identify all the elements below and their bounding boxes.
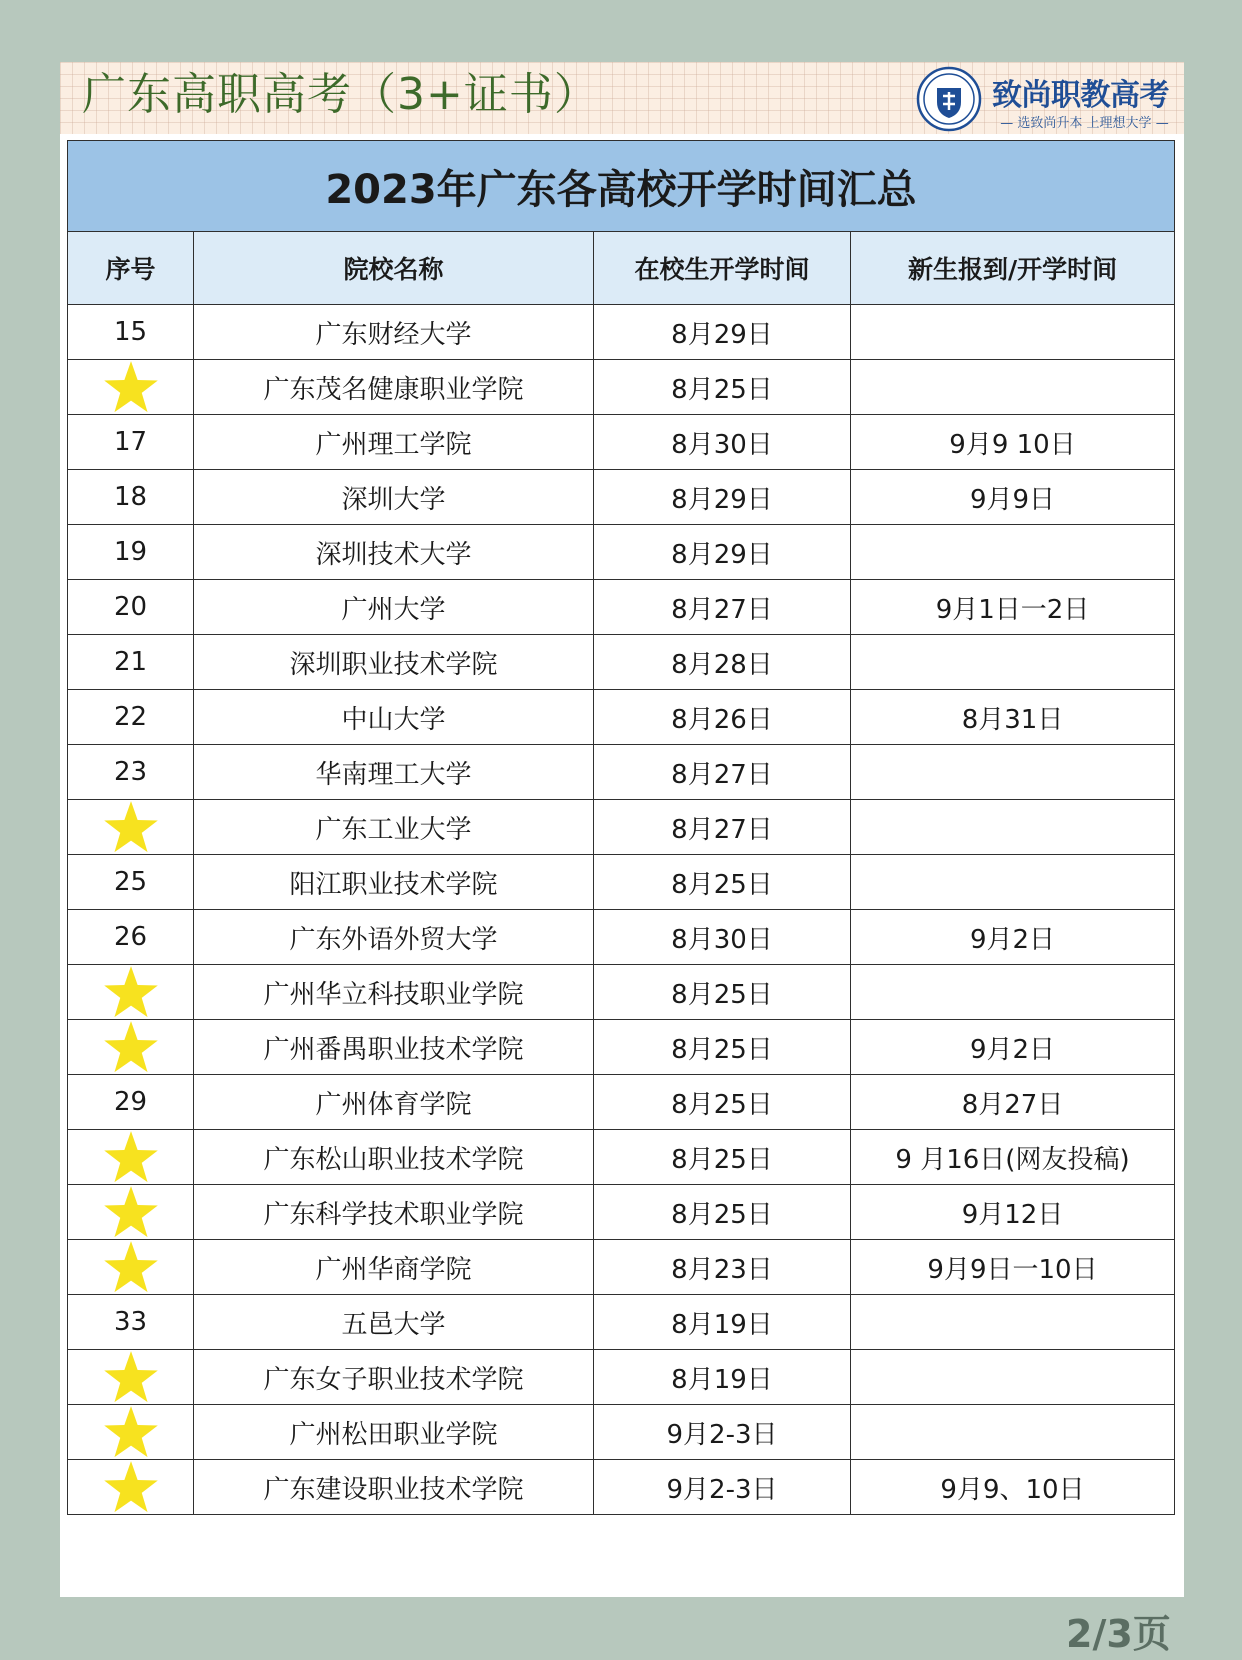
cell-school-name: 广东科学技术职业学院 bbox=[194, 1185, 594, 1240]
table-title: 2023年广东各高校开学时间汇总 bbox=[68, 141, 1175, 232]
brand-logo-icon bbox=[916, 66, 982, 132]
page-number: 2/3页 bbox=[1066, 1612, 1171, 1656]
table-row bbox=[68, 1405, 1175, 1460]
cell-current-start: 9月2-3日 bbox=[594, 1405, 851, 1460]
cell-freshman-start bbox=[851, 855, 1175, 910]
schedule-table bbox=[67, 140, 1175, 1515]
cell-number: 33 bbox=[68, 1295, 194, 1350]
cell-current-start: 8月29日 bbox=[594, 525, 851, 580]
cell-number bbox=[68, 1130, 194, 1185]
cell-current-start: 8月25日 bbox=[594, 1185, 851, 1240]
table-row bbox=[68, 855, 1175, 910]
cell-current-start: 8月25日 bbox=[594, 855, 851, 910]
document-card bbox=[60, 62, 1184, 1597]
cell-current-start: 8月29日 bbox=[594, 305, 851, 360]
cell-number: 29 bbox=[68, 1075, 194, 1130]
cell-school-name: 广东茂名健康职业学院 bbox=[194, 360, 594, 415]
column-header-school: 院校名称 bbox=[194, 232, 594, 305]
cell-freshman-start bbox=[851, 635, 1175, 690]
cell-school-name: 广州番禺职业技术学院 bbox=[194, 1020, 594, 1075]
cell-freshman-start: 9月9、10日 bbox=[851, 1460, 1175, 1515]
table-row bbox=[68, 1460, 1175, 1515]
cell-school-name: 广东女子职业技术学院 bbox=[194, 1350, 594, 1405]
cell-number: 26 bbox=[68, 910, 194, 965]
cell-freshman-start: 8月27日 bbox=[851, 1075, 1175, 1130]
cell-freshman-start: 9 月16日(网友投稿) bbox=[851, 1130, 1175, 1185]
cell-school-name: 广东外语外贸大学 bbox=[194, 910, 594, 965]
table-row bbox=[68, 800, 1175, 855]
cell-freshman-start bbox=[851, 1405, 1175, 1460]
cell-school-name: 广东松山职业技术学院 bbox=[194, 1130, 594, 1185]
cell-number: 21 bbox=[68, 635, 194, 690]
cell-school-name: 广东财经大学 bbox=[194, 305, 594, 360]
star-icon bbox=[100, 1130, 162, 1184]
table-row bbox=[68, 305, 1175, 360]
cell-number bbox=[68, 1020, 194, 1075]
cell-number: 20 bbox=[68, 580, 194, 635]
cell-current-start: 9月2-3日 bbox=[594, 1460, 851, 1515]
star-icon bbox=[100, 1185, 162, 1239]
cell-current-start: 8月30日 bbox=[594, 415, 851, 470]
brand-slogan: — 选致尚升本 上理想大学 — bbox=[1000, 116, 1169, 131]
cell-current-start: 8月25日 bbox=[594, 1130, 851, 1185]
cell-number: 22 bbox=[68, 690, 194, 745]
star-icon bbox=[100, 965, 162, 1019]
table-row bbox=[68, 1020, 1175, 1075]
cell-current-start: 8月19日 bbox=[594, 1350, 851, 1405]
cell-freshman-start: 9月9日一10日 bbox=[851, 1240, 1175, 1295]
table-row bbox=[68, 1185, 1175, 1240]
cell-freshman-start bbox=[851, 1295, 1175, 1350]
table-row bbox=[68, 1350, 1175, 1405]
column-header-number: 序号 bbox=[68, 232, 194, 305]
cell-number bbox=[68, 1350, 194, 1405]
page-title: 广东高职高考（3+证书） bbox=[82, 69, 599, 120]
cell-number bbox=[68, 1460, 194, 1515]
column-header-row bbox=[68, 232, 1175, 305]
cell-freshman-start: 9月1日一2日 bbox=[851, 580, 1175, 635]
cell-number: 18 bbox=[68, 470, 194, 525]
table-row bbox=[68, 1075, 1175, 1130]
cell-school-name: 五邑大学 bbox=[194, 1295, 594, 1350]
cell-school-name: 广东建设职业技术学院 bbox=[194, 1460, 594, 1515]
star-icon bbox=[100, 360, 162, 414]
table-title-row bbox=[68, 141, 1175, 232]
cell-freshman-start bbox=[851, 745, 1175, 800]
table-row bbox=[68, 415, 1175, 470]
cell-freshman-start bbox=[851, 800, 1175, 855]
table-row bbox=[68, 1240, 1175, 1295]
cell-number: 23 bbox=[68, 745, 194, 800]
star-icon bbox=[100, 1460, 162, 1514]
cell-current-start: 8月28日 bbox=[594, 635, 851, 690]
cell-freshman-start: 9月9 10日 bbox=[851, 415, 1175, 470]
cell-current-start: 8月19日 bbox=[594, 1295, 851, 1350]
cell-school-name: 华南理工大学 bbox=[194, 745, 594, 800]
cell-number: 15 bbox=[68, 305, 194, 360]
header-bar bbox=[60, 62, 1184, 134]
cell-freshman-start: 9月12日 bbox=[851, 1185, 1175, 1240]
cell-freshman-start bbox=[851, 360, 1175, 415]
cell-number bbox=[68, 360, 194, 415]
star-icon bbox=[100, 1350, 162, 1404]
table-row bbox=[68, 745, 1175, 800]
cell-number: 25 bbox=[68, 855, 194, 910]
cell-number: 19 bbox=[68, 525, 194, 580]
cell-number bbox=[68, 800, 194, 855]
table-row bbox=[68, 580, 1175, 635]
star-icon bbox=[100, 1240, 162, 1294]
table-body bbox=[68, 305, 1175, 1515]
table-row bbox=[68, 690, 1175, 745]
cell-freshman-start bbox=[851, 965, 1175, 1020]
table-row bbox=[68, 1130, 1175, 1185]
cell-current-start: 8月25日 bbox=[594, 1075, 851, 1130]
cell-number bbox=[68, 1405, 194, 1460]
table-row bbox=[68, 910, 1175, 965]
cell-number bbox=[68, 1240, 194, 1295]
column-header-freshman-start: 新生报到/开学时间 bbox=[851, 232, 1175, 305]
cell-current-start: 8月27日 bbox=[594, 800, 851, 855]
cell-current-start: 8月27日 bbox=[594, 580, 851, 635]
cell-school-name: 广州松田职业学院 bbox=[194, 1405, 594, 1460]
cell-freshman-start: 9月9日 bbox=[851, 470, 1175, 525]
table-row bbox=[68, 470, 1175, 525]
cell-freshman-start bbox=[851, 525, 1175, 580]
cell-school-name: 深圳技术大学 bbox=[194, 525, 594, 580]
cell-freshman-start: 8月31日 bbox=[851, 690, 1175, 745]
cell-school-name: 广州大学 bbox=[194, 580, 594, 635]
table-row bbox=[68, 965, 1175, 1020]
cell-current-start: 8月25日 bbox=[594, 965, 851, 1020]
cell-freshman-start bbox=[851, 305, 1175, 360]
table-row bbox=[68, 635, 1175, 690]
star-icon bbox=[100, 800, 162, 854]
cell-number bbox=[68, 965, 194, 1020]
cell-freshman-start bbox=[851, 1350, 1175, 1405]
cell-school-name: 广州华商学院 bbox=[194, 1240, 594, 1295]
star-icon bbox=[100, 1405, 162, 1459]
cell-current-start: 8月29日 bbox=[594, 470, 851, 525]
cell-school-name: 广州理工学院 bbox=[194, 415, 594, 470]
cell-current-start: 8月23日 bbox=[594, 1240, 851, 1295]
cell-school-name: 阳江职业技术学院 bbox=[194, 855, 594, 910]
table-row bbox=[68, 525, 1175, 580]
cell-current-start: 8月26日 bbox=[594, 690, 851, 745]
brand-name: 致尚职教高考 bbox=[992, 78, 1169, 113]
cell-school-name: 广州华立科技职业学院 bbox=[194, 965, 594, 1020]
cell-school-name: 广州体育学院 bbox=[194, 1075, 594, 1130]
cell-school-name: 中山大学 bbox=[194, 690, 594, 745]
cell-current-start: 8月27日 bbox=[594, 745, 851, 800]
table-row bbox=[68, 1295, 1175, 1350]
cell-school-name: 深圳大学 bbox=[194, 470, 594, 525]
cell-number: 17 bbox=[68, 415, 194, 470]
cell-current-start: 8月30日 bbox=[594, 910, 851, 965]
cell-school-name: 深圳职业技术学院 bbox=[194, 635, 594, 690]
star-icon bbox=[100, 1020, 162, 1074]
cell-freshman-start: 9月2日 bbox=[851, 910, 1175, 965]
table-row bbox=[68, 360, 1175, 415]
column-header-current-start: 在校生开学时间 bbox=[594, 232, 851, 305]
cell-current-start: 8月25日 bbox=[594, 360, 851, 415]
cell-current-start: 8月25日 bbox=[594, 1020, 851, 1075]
cell-freshman-start: 9月2日 bbox=[851, 1020, 1175, 1075]
cell-school-name: 广东工业大学 bbox=[194, 800, 594, 855]
cell-number bbox=[68, 1185, 194, 1240]
